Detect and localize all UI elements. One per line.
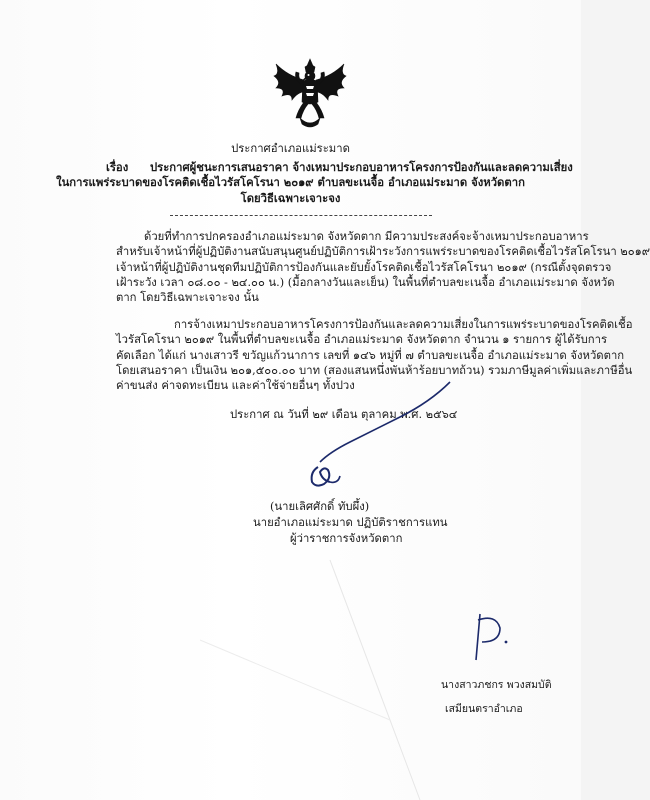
initial-signature-icon [466,608,526,668]
subject-line-1: ประกาศผู้ชนะการเสนอราคา จ้างเหมาประกอบอาหารโครงการป้องกันและลดความเสี่ยง [150,160,573,174]
paragraph-line: ไวรัสโคโรนา ๒๐๑๙ ในพื้นที่ตำบลขะเนจื้อ อำเภอแม่ระมาด จังหวัดตาก จำนวน ๑ รายการ ผู้ได้รับการ [116,333,608,347]
subject-line-3: โดยวิธีเฉพาะเจาะจง [240,191,341,205]
paragraph-intro [116,229,650,305]
paragraph-line: โดยเสนอราคา เป็นเงิน ๒๐๑,๕๐๐.๐๐ บาท (สองแสนหนึ่งพันห้าร้อยบาทถ้วน) รวมภาษีมูลค่าเพิ่มและภาษีอื่น [116,363,633,377]
paragraph-line: เฝ้าระวัง เวลา ๐๘.๐๐ - ๒๔.๐๐ น.) (มื้อกลางวันและเย็น) ในพื้นที่ตำบลขะเนจื้อ อำเภอแม่ระมาด จังหวัด [116,275,615,289]
subject-line-2: ในการแพร่ระบาดของโรคติดเชื้อไวรัสโคโรนา ๒๐๑๙ ตำบลขะเนจื้อ อำเภอแม่ระมาด จังหวัดตาก [56,175,525,189]
signatory-title-2: ผู้ว่าราชการจังหวัดตาก [290,532,403,545]
announce-date: ประกาศ ณ วันที่ ๒๙ เดือน ตุลาคม พ.ศ. ๒๕๖๔ [230,408,458,421]
note-position: เสมียนตราอำเภอ [445,703,523,715]
header-divider [170,215,432,216]
paragraph-line: ด้วยที่ทำการปกครองอำเภอแม่ระมาด จังหวัดตาก มีความประสงค์จะจ้างเหมาประกอบอาหาร [144,230,589,243]
note-name: นางสาวภชกร พวงสมบัติ [441,679,552,691]
subject-label: เรื่อง [106,160,129,174]
paragraph-line: สำหรับเจ้าหน้าที่ผู้ปฏิบัติงานสนับสนุนศูนย์ปฏิบัติการเฝ้าระวังการแพร่ระบาดของโรคติดเชื้อไวรัสโคโรนา ๒๐๑๙ [116,245,650,259]
paragraph-line: การจ้างเหมาประกอบอาหารโครงการป้องกันและลดความเสี่ยงในการแพร่ระบาดของโรคติดเชื้อ [174,318,633,331]
garuda-emblem-icon [270,58,350,130]
issuer-heading: ประกาศอำเภอแม่ระมาด [231,142,350,155]
paragraph-line: เจ้าหน้าที่ผู้ปฏิบัติงานชุดทีมปฏิบัติการป้องกันและยับยั้งโรคติดเชื้อไวรัสโคโรนา ๒๐๑๙ (กรณีตั้งจุดตรวจ [116,260,612,274]
paragraph-line: คัดเลือก ได้แก่ นางเสาวรี ขวัญแก้วนาการ เลขที่ ๑๔๖ หมู่ที่ ๗ ตำบลขะเนจื้อ อำเภอแม่ระมาด จังหวัดตาก [116,348,625,362]
signatory-name: (นายเลิศศักดิ์ ทับผึ้ง) [270,500,370,513]
signatory-title-1: นายอำเภอแม่ระมาด ปฏิบัติราชการแทน [253,516,448,529]
paragraph-line: ตาก โดยวิธีเฉพาะเจาะจง นั้น [116,291,259,305]
signature-icon [290,372,460,502]
paragraph-line: ค่าขนส่ง ค่าจดทะเบียน และค่าใช้จ่ายอื่นๆ ทั้งปวง [116,379,355,393]
